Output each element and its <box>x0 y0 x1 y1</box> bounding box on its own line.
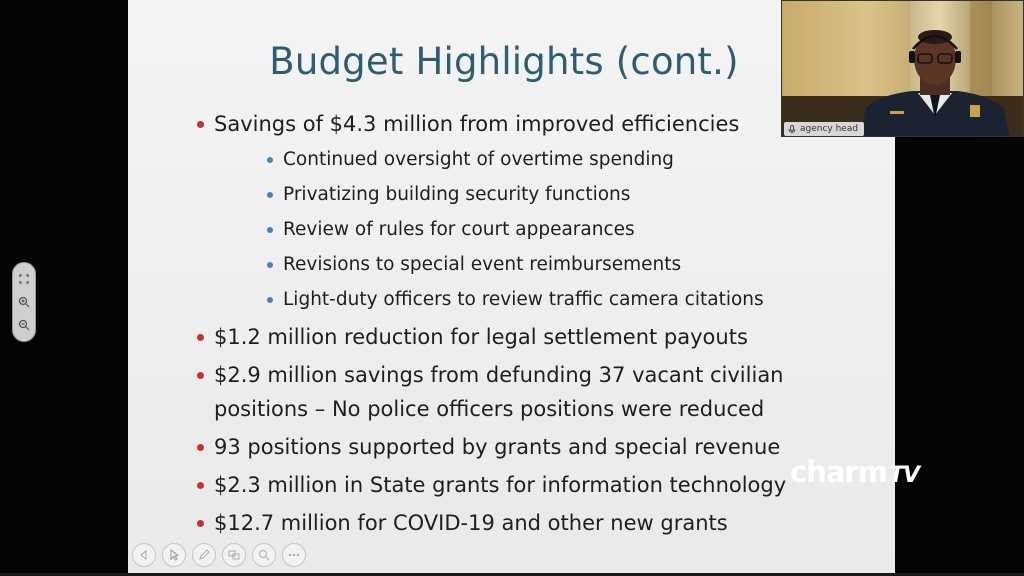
sub-bullet-text: Revisions to special event reimbursements <box>283 254 682 275</box>
zoom-icon[interactable] <box>252 543 276 567</box>
logo-suffix: TV <box>888 463 919 488</box>
pointer-icon[interactable] <box>162 543 186 567</box>
more-icon[interactable] <box>282 543 306 567</box>
sub-bullet-dot <box>267 157 273 163</box>
bullet-dot <box>197 482 204 489</box>
sub-bullet-item <box>283 215 635 245</box>
left-panel <box>0 0 128 576</box>
bullet-text: $1.2 million reduction for legal settlement payouts <box>214 325 748 349</box>
slides-icon[interactable] <box>222 543 246 567</box>
bullet-text: $12.7 million for COVID-19 and other new grants <box>214 511 728 535</box>
logo-brand: charm <box>790 455 887 489</box>
sub-bullet-item <box>283 250 681 280</box>
sub-bullet-dot <box>267 297 273 303</box>
sub-bullet-dot <box>267 227 273 233</box>
sub-bullet-dot <box>267 192 273 198</box>
bullet-dot <box>197 520 204 527</box>
sub-bullet-item <box>283 285 764 315</box>
bullet-list <box>128 0 895 576</box>
sub-bullet-dot <box>267 262 273 268</box>
sub-bullet-text: Privatizing building security functions <box>283 184 631 205</box>
bullet-text: $2.9 million savings from defunding 37 vacant civilian <box>214 363 784 387</box>
bullet-dot <box>197 334 204 341</box>
zoom-in-icon[interactable] <box>16 294 32 310</box>
bullet-dot <box>197 121 204 128</box>
slideshow-controls <box>128 543 328 573</box>
participant-name: agency head <box>800 124 859 134</box>
sub-bullet-item <box>283 180 630 210</box>
bullet-text: $2.3 million in State grants for information technology <box>214 473 787 497</box>
zoom-toolbar <box>12 262 36 342</box>
bullet-dot <box>197 372 204 379</box>
bullet-text: Savings of $4.3 million from improved efficiencies <box>214 112 740 136</box>
bullet-dot <box>197 444 204 451</box>
speaker-video <box>860 29 1010 137</box>
microphone-icon <box>788 125 796 134</box>
broadcast-logo <box>790 455 919 489</box>
pen-icon[interactable] <box>192 543 216 567</box>
previous-icon[interactable] <box>132 543 156 567</box>
slide-title: Budget Highlights (cont.) <box>269 40 739 83</box>
bullet-text: 93 positions supported by grants and special revenue <box>214 435 781 459</box>
participant-label <box>784 122 864 136</box>
sub-bullet-text: Light-duty officers to review traffic camera citations <box>283 289 764 310</box>
sub-bullet-text: Continued oversight of overtime spending <box>283 149 674 170</box>
webcam-feed <box>781 0 1024 137</box>
sub-bullet-text: Review of rules for court appearances <box>283 219 635 240</box>
presentation-slide <box>128 0 895 576</box>
sub-bullet-item <box>283 145 674 175</box>
zoom-out-icon[interactable] <box>16 317 32 333</box>
zoom-fit-icon[interactable] <box>16 271 32 287</box>
bullet-text-continuation: positions – No police officers positions were reduced <box>214 397 765 421</box>
